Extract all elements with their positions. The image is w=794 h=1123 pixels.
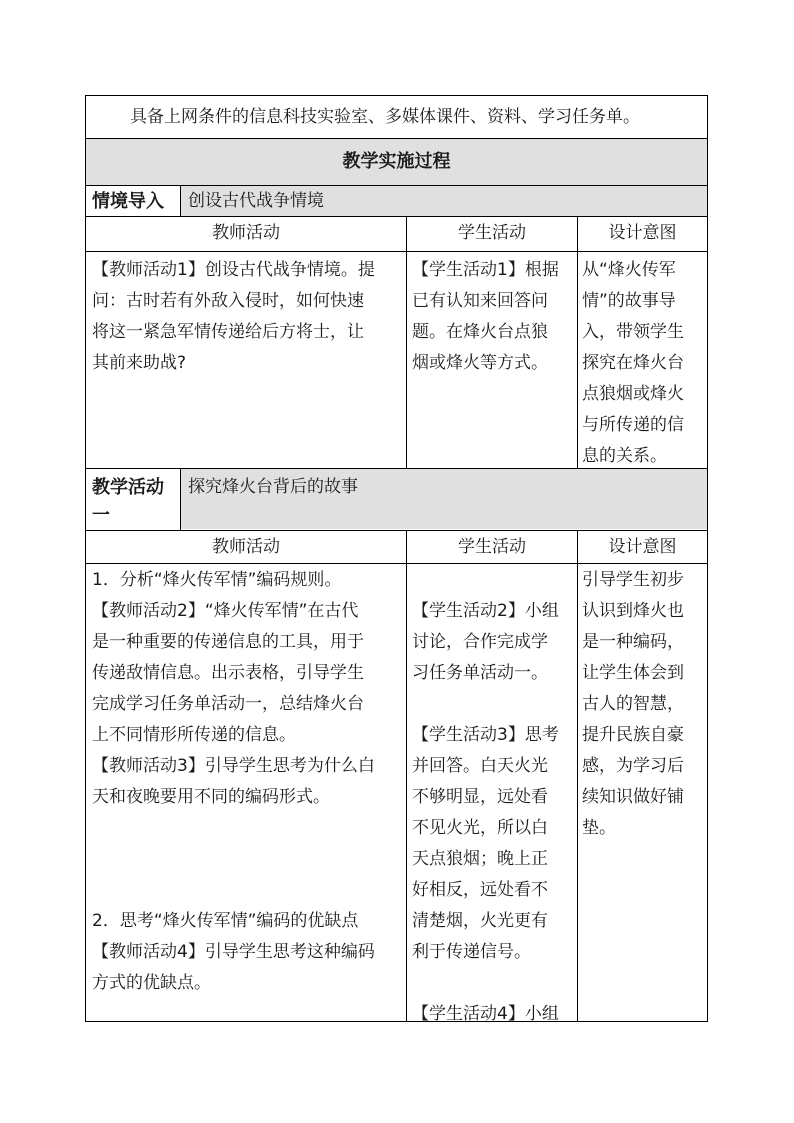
text-line: 【教师活动3】引导学生思考为什么白 — [92, 756, 375, 776]
blank-line — [412, 565, 576, 596]
text-line: 将这一紧急军情传递给后方将士，让 — [92, 322, 364, 342]
label-column-divider — [180, 185, 181, 217]
stage1-topic: 创设古代战争情境 — [188, 191, 324, 211]
stage2-header-student: 学生活动 — [458, 537, 526, 557]
text-line: 好相反，远处看不 — [412, 880, 548, 900]
stage1-header-student: 学生活动 — [458, 223, 526, 243]
text-line: 垫。 — [582, 818, 616, 838]
text-line: 其前来助战? — [92, 353, 187, 373]
stage2-student-cell — [412, 565, 576, 1030]
text-line: 与所传递的信 — [582, 415, 684, 435]
text-line: 【学生活动1】根据 — [412, 260, 559, 280]
stage1-label: 情境导入 — [92, 191, 164, 212]
teacher-student-divider — [406, 216, 407, 469]
text-line: 息的关系。 — [582, 446, 667, 466]
text-line: 问：古时若有外敌入侵时，如何快速 — [92, 291, 364, 311]
student-design-divider — [577, 216, 578, 469]
blank-line — [92, 875, 404, 906]
text-line: 习任务单活动一。 — [412, 663, 548, 683]
text-line: 题。在烽火台点狼 — [412, 322, 548, 342]
table-border-right — [707, 95, 708, 1022]
text-line: 【教师活动1】创设古代战争情境。提 — [92, 260, 375, 280]
row-divider — [85, 530, 708, 531]
text-line: 【学生活动3】思考 — [412, 725, 559, 745]
row-divider — [85, 251, 708, 252]
text-line: 2．思考“烽火传军情”编码的优缺点 — [92, 911, 359, 931]
text-line: 从“烽火传军 — [582, 260, 676, 280]
equipment-text: 具备上网条件的信息科技实验室、多媒体课件、资料、学习任务单。 — [130, 107, 640, 127]
stage2-teacher-cell — [92, 565, 404, 999]
text-line: 上不同情形所传递的信息。 — [92, 725, 296, 745]
text-line: 1．分析“烽火传军情”编码规则。 — [92, 570, 342, 590]
table-border-top — [85, 95, 708, 96]
text-line: 完成学习任务单活动一，总结烽火台 — [92, 694, 364, 714]
text-line: 【学生活动4】小组 — [412, 1004, 559, 1024]
text-line: 感，为学习后 — [582, 756, 684, 776]
stage2-header-design: 设计意图 — [608, 537, 677, 557]
stage2-header-teacher: 教师活动 — [212, 537, 280, 557]
text-line: 续知识做好铺 — [582, 787, 684, 807]
text-line: 【教师活动2】“烽火传军情”在古代 — [92, 601, 359, 621]
text-line: 方式的优缺点。 — [92, 973, 211, 993]
text-line: 烟或烽火等方式。 — [412, 353, 548, 373]
text-line: 清楚烟，火光更有 — [412, 911, 548, 931]
text-line: 是一种重要的传递信息的工具，用于 — [92, 632, 364, 652]
row-divider — [85, 563, 708, 564]
teacher-student-divider — [406, 530, 407, 1022]
student-design-divider — [577, 530, 578, 1022]
text-line: 情”的故事导 — [582, 291, 676, 311]
text-line: 认识到烽火也 — [582, 601, 684, 621]
stage2-design-cell — [582, 565, 706, 844]
text-line: 传递敌情信息。出示表格，引导学生 — [92, 663, 364, 683]
section-title: 教学实施过程 — [342, 151, 451, 172]
text-line: 【教师活动4】引导学生思考这种编码 — [92, 942, 375, 962]
text-line: 提升民族自豪 — [582, 725, 684, 745]
text-line: 天和夜晚要用不同的编码形式。 — [92, 787, 330, 807]
blank-line — [92, 844, 404, 875]
text-line: 不见火光，所以白 — [412, 818, 548, 838]
row-divider — [85, 216, 708, 217]
text-line: 入，带领学生 — [582, 322, 684, 342]
text-line: 不够明显，远处看 — [412, 787, 548, 807]
stage2-label-line2: 一 — [92, 505, 110, 526]
text-line: 古人的智慧， — [582, 694, 684, 714]
text-line: 让学生体会到 — [582, 663, 684, 683]
label-column-divider — [180, 468, 181, 531]
table-border-bottom — [85, 1021, 708, 1022]
text-line: 天点狼烟；晚上正 — [412, 849, 548, 869]
text-line: 【学生活动2】小组 — [412, 601, 559, 621]
stage2-topic: 探究烽火台背后的故事 — [188, 477, 358, 497]
stage1-header-design: 设计意图 — [608, 223, 677, 243]
stage1-design-cell — [582, 255, 706, 472]
blank-line — [92, 813, 404, 844]
text-line: 探究在烽火台 — [582, 353, 684, 373]
row-divider — [85, 185, 708, 186]
blank-line — [412, 689, 576, 720]
stage1-teacher-cell — [92, 255, 404, 379]
stage1-header-teacher: 教师活动 — [212, 223, 280, 243]
stage2-label-line1: 教学活动 — [92, 477, 164, 498]
stage1-student-cell — [412, 255, 576, 379]
text-line: 是一种编码， — [582, 632, 684, 652]
text-line: 已有认知来回答问 — [412, 291, 548, 311]
text-line: 讨论，合作完成学 — [412, 632, 548, 652]
text-line: 利于传递信号。 — [412, 942, 531, 962]
text-line: 点狼烟或烽火 — [582, 384, 684, 404]
row-divider — [85, 138, 708, 139]
text-line: 并回答。白天火光 — [412, 756, 548, 776]
blank-line — [412, 968, 576, 999]
text-line: 引导学生初步 — [582, 570, 684, 590]
